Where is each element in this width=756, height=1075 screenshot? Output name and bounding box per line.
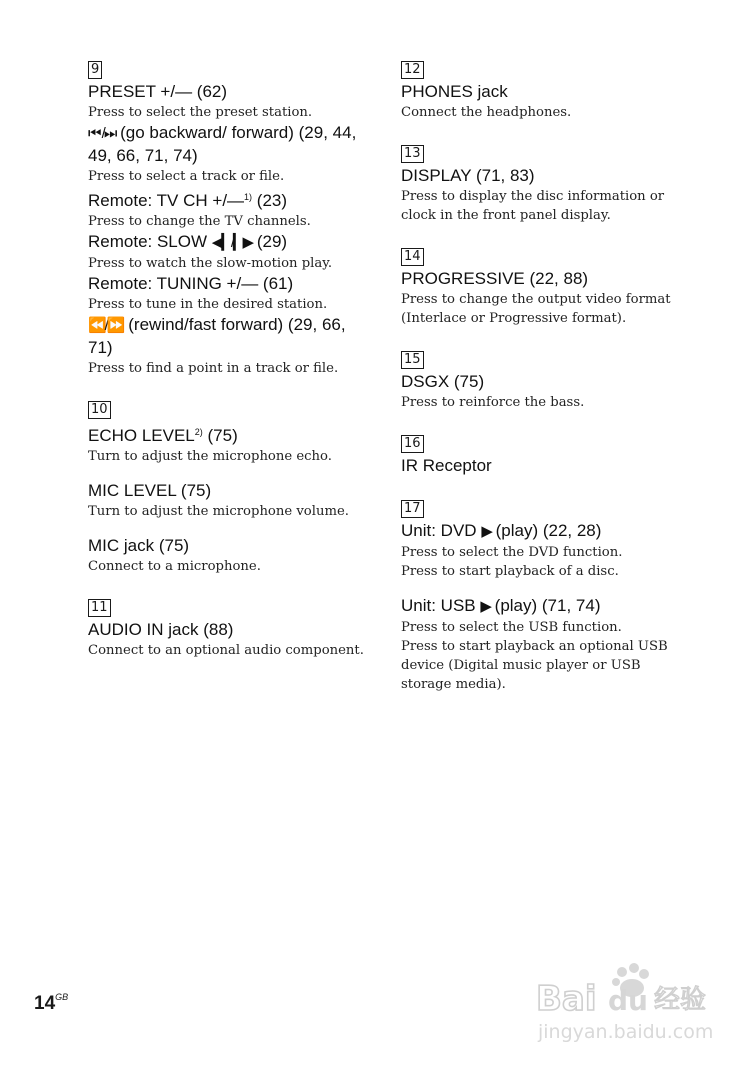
entry bbox=[88, 314, 373, 378]
entry bbox=[88, 231, 373, 273]
heading-suffix: (29) bbox=[256, 232, 288, 251]
entry-description: Press to change the output video format (Interlace or Progressive format). bbox=[401, 292, 671, 326]
svg-text:du: du bbox=[608, 984, 648, 1017]
entry-description: Press to change the TV channels. bbox=[88, 214, 311, 229]
entry-heading bbox=[88, 231, 373, 254]
entry bbox=[88, 273, 373, 314]
entry-heading bbox=[88, 186, 373, 212]
heading-suffix: (23) bbox=[256, 191, 288, 210]
entry bbox=[401, 81, 676, 122]
heading-text: ECHO LEVEL bbox=[88, 426, 195, 445]
section-13 bbox=[401, 142, 676, 225]
entry-heading bbox=[401, 268, 676, 290]
entry bbox=[88, 122, 373, 186]
entry bbox=[88, 81, 373, 122]
section-number-box: 16 bbox=[401, 435, 424, 453]
footnote-mark: 1) bbox=[244, 192, 253, 202]
entry-description: Press to select a track or file. bbox=[88, 169, 285, 184]
heading-text: Remote: TV CH +/— bbox=[88, 191, 245, 210]
heading-text: MIC LEVEL (75) bbox=[88, 481, 212, 500]
section-16 bbox=[401, 432, 676, 477]
page-suffix: GB bbox=[55, 992, 69, 1002]
section-number-box: 17 bbox=[401, 500, 424, 518]
left-column bbox=[88, 58, 373, 680]
page-number bbox=[34, 992, 68, 1015]
heading-text: Remote: SLOW bbox=[88, 232, 208, 251]
transport-icon: ⏪/⏩ bbox=[88, 317, 124, 334]
svg-text:经验: 经验 bbox=[654, 985, 707, 1015]
entry bbox=[88, 619, 373, 660]
entry bbox=[401, 455, 676, 477]
entry bbox=[401, 371, 676, 412]
entry-description: Press to watch the slow-motion play. bbox=[88, 256, 333, 271]
section-15 bbox=[401, 348, 676, 412]
section-9 bbox=[88, 58, 373, 378]
svg-text:Bai: Bai bbox=[536, 979, 597, 1019]
entry-heading bbox=[401, 371, 676, 393]
entry bbox=[88, 535, 373, 576]
heading-text: PHONES jack bbox=[401, 82, 508, 101]
entry-description: Press to select the preset station. bbox=[88, 105, 313, 120]
entry-description: Press to reinforce the bass. bbox=[401, 395, 585, 410]
section-number-box: 15 bbox=[401, 351, 424, 369]
entry-heading bbox=[88, 535, 373, 557]
section-number-box: 13 bbox=[401, 145, 424, 163]
entry-description: Connect to an optional audio component. bbox=[88, 643, 364, 658]
entry-heading bbox=[401, 595, 676, 618]
heading-text: IR Receptor bbox=[401, 456, 492, 475]
transport-icon: ⏮ /⏭ bbox=[88, 125, 116, 142]
heading-text: (go backward/ forward) (29, 44, 49, 66, 71, 74) bbox=[88, 123, 357, 165]
entry-description: Press to select the USB function. Press to start playback an optional USB device (Digital music player or USB storage media). bbox=[401, 620, 668, 692]
entry-description: Press to select the DVD function. Press to start playback of a disc. bbox=[401, 545, 623, 579]
entry-heading bbox=[401, 81, 676, 103]
section-10 bbox=[88, 398, 373, 576]
entry-description: Turn to adjust the microphone echo. bbox=[88, 449, 332, 464]
entry-description: Press to tune in the desired station. bbox=[88, 297, 328, 312]
section-14 bbox=[401, 245, 676, 328]
entry-heading bbox=[88, 314, 373, 359]
entry-heading bbox=[88, 273, 373, 295]
entry-description: Press to find a point in a track or file. bbox=[88, 361, 339, 376]
heading-text: DISPLAY (71, 83) bbox=[401, 166, 535, 185]
entry bbox=[88, 186, 373, 231]
heading-text: PRESET +/— (62) bbox=[88, 82, 228, 101]
svg-text:jingyan.baidu.com: jingyan.baidu.com bbox=[538, 1021, 714, 1043]
play-icon: ▶ bbox=[480, 598, 490, 615]
entry-heading bbox=[88, 122, 373, 167]
entry bbox=[401, 520, 676, 581]
page-number-value: 14 bbox=[34, 993, 56, 1014]
play-icon: ▶ bbox=[481, 523, 491, 540]
entry bbox=[401, 268, 676, 328]
heading-text: MIC jack (75) bbox=[88, 536, 190, 555]
entry-heading bbox=[401, 455, 676, 477]
heading-text: AUDIO IN jack (88) bbox=[88, 620, 234, 639]
entry-description: Turn to adjust the microphone volume. bbox=[88, 504, 349, 519]
heading-suffix: (play) (71, 74) bbox=[494, 596, 601, 615]
entry-heading bbox=[88, 480, 373, 502]
section-number-box: 11 bbox=[88, 599, 111, 617]
entry bbox=[88, 421, 373, 466]
section-11 bbox=[88, 596, 373, 660]
section-number-box: 9 bbox=[88, 61, 102, 79]
entry bbox=[88, 480, 373, 521]
entry-heading bbox=[401, 165, 676, 187]
heading-text: PROGRESSIVE (22, 88) bbox=[401, 269, 589, 288]
entry-heading bbox=[88, 81, 373, 103]
section-number-box: 12 bbox=[401, 61, 424, 79]
section-17 bbox=[401, 497, 676, 694]
heading-text: Unit: DVD bbox=[401, 521, 477, 540]
footnote-mark: 2) bbox=[194, 427, 203, 437]
section-number-box: 14 bbox=[401, 248, 424, 266]
heading-text: Unit: USB bbox=[401, 596, 476, 615]
entry-heading bbox=[88, 619, 373, 641]
heading-text: (rewind/fast forward) (29, 66, 71) bbox=[88, 315, 346, 357]
entry-heading bbox=[401, 520, 676, 543]
entry-description: Connect the headphones. bbox=[401, 105, 572, 120]
heading-suffix: (75) bbox=[207, 426, 238, 445]
baidu-watermark-logo bbox=[536, 960, 726, 1050]
section-12 bbox=[401, 58, 676, 122]
heading-text: DSGX (75) bbox=[401, 372, 485, 391]
section-number-box: 10 bbox=[88, 401, 111, 419]
entry bbox=[401, 165, 676, 225]
play-icon: ◀▎/▎▶ bbox=[211, 234, 253, 251]
heading-suffix: (play) (22, 28) bbox=[495, 521, 602, 540]
right-column bbox=[401, 58, 676, 714]
heading-text: Remote: TUNING +/— (61) bbox=[88, 274, 294, 293]
entry bbox=[401, 595, 676, 694]
entry-description: Connect to a microphone. bbox=[88, 559, 261, 574]
entry-heading bbox=[88, 421, 373, 447]
entry-description: Press to display the disc information or clock in the front panel display. bbox=[401, 189, 665, 223]
